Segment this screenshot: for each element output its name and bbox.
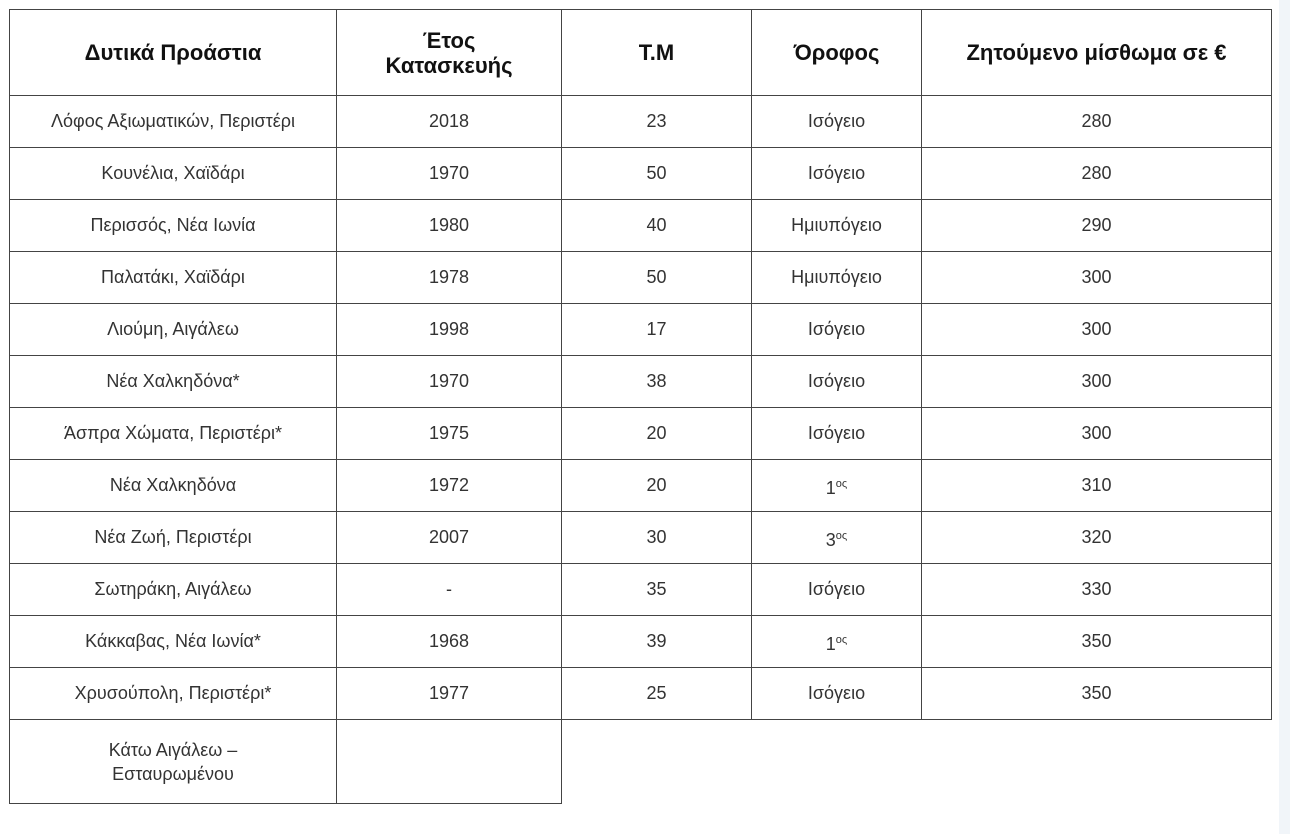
cell-floor: Ισόγειο (752, 96, 922, 148)
cell-area: Λόφος Αξιωματικών, Περιστέρι (10, 96, 337, 148)
right-edge-panel (1279, 0, 1290, 834)
cell-area: Κουνέλια, Χαϊδάρι (10, 148, 337, 200)
table-row (10, 460, 1272, 512)
cell-sqm: 30 (562, 512, 752, 564)
cell-rent: 300 (922, 252, 1272, 304)
cell-year: 2018 (337, 96, 562, 148)
cell-rent: 300 (922, 304, 1272, 356)
cell-floor: Ισόγειο (752, 148, 922, 200)
cell-year: 1977 (337, 668, 562, 720)
cell-year-empty (337, 720, 562, 804)
cell-year: 1980 (337, 200, 562, 252)
cell-sqm: 50 (562, 252, 752, 304)
rental-listings-table (9, 9, 1272, 804)
floor-ordinal-suffix: ος (835, 530, 848, 542)
cell-rent: 300 (922, 356, 1272, 408)
cell-year: 1972 (337, 460, 562, 512)
cell-floor (752, 512, 922, 564)
cell-sqm: 23 (562, 96, 752, 148)
cell-sqm: 35 (562, 564, 752, 616)
table-row (10, 200, 1272, 252)
cell-sqm: 20 (562, 460, 752, 512)
cell-blank (752, 720, 922, 804)
floor-number: 3 (825, 530, 836, 550)
cell-area (10, 720, 337, 804)
header-rent: Ζητούμενο μίσθωμα σε € (922, 10, 1272, 96)
cell-sqm: 39 (562, 616, 752, 668)
cell-sqm: 20 (562, 408, 752, 460)
cell-area: Περισσός, Νέα Ιωνία (10, 200, 337, 252)
table-row (10, 252, 1272, 304)
cell-year: 1998 (337, 304, 562, 356)
table-row (10, 564, 1272, 616)
cell-floor (752, 460, 922, 512)
cell-rent: 280 (922, 148, 1272, 200)
cell-sqm: 40 (562, 200, 752, 252)
table-row (10, 96, 1272, 148)
cell-floor: Ισόγειο (752, 564, 922, 616)
cell-area: Νέα Χαλκηδόνα (10, 460, 337, 512)
cell-area: Άσπρα Χώματα, Περιστέρι* (10, 408, 337, 460)
cell-year: - (337, 564, 562, 616)
cell-area: Νέα Ζωή, Περιστέρι (10, 512, 337, 564)
cell-floor: Ισόγειο (752, 408, 922, 460)
cell-floor: Ισόγειο (752, 356, 922, 408)
cell-sqm: 38 (562, 356, 752, 408)
cell-rent: 290 (922, 200, 1272, 252)
cell-area: Χρυσούπολη, Περιστέρι* (10, 668, 337, 720)
cell-area: Σωτηράκη, Αιγάλεω (10, 564, 337, 616)
cell-area: Παλατάκι, Χαϊδάρι (10, 252, 337, 304)
cell-blank (562, 720, 752, 804)
cell-floor (752, 616, 922, 668)
floor-ordinal-suffix: ος (835, 634, 848, 646)
cell-area: Νέα Χαλκηδόνα* (10, 356, 337, 408)
cell-sqm: 17 (562, 304, 752, 356)
cell-floor: Ισόγειο (752, 304, 922, 356)
cell-year: 2007 (337, 512, 562, 564)
floor-ordinal-suffix: ος (835, 478, 848, 490)
table-row (10, 668, 1272, 720)
cell-area-text: Κάτω Αιγάλεω – Εσταυρωμένου (108, 739, 238, 784)
header-area: Δυτικά Προάστια (10, 10, 337, 96)
header-floor: Όροφος (752, 10, 922, 96)
cell-rent: 310 (922, 460, 1272, 512)
table-row (10, 512, 1272, 564)
floor-number: 1 (825, 478, 836, 498)
table-row (10, 148, 1272, 200)
table-row (10, 356, 1272, 408)
cell-floor: Ημιυπόγειο (752, 252, 922, 304)
cell-floor: Ισόγειο (752, 668, 922, 720)
header-sqm: Τ.Μ (562, 10, 752, 96)
cell-year: 1975 (337, 408, 562, 460)
cell-rent: 330 (922, 564, 1272, 616)
cell-rent: 350 (922, 616, 1272, 668)
cell-sqm: 50 (562, 148, 752, 200)
cell-year: 1968 (337, 616, 562, 668)
cell-sqm: 25 (562, 668, 752, 720)
table-row (10, 616, 1272, 668)
table-header-row (10, 10, 1272, 96)
table-row (10, 304, 1272, 356)
table-row (10, 408, 1272, 460)
cell-area: Κάκκαβας, Νέα Ιωνία* (10, 616, 337, 668)
cell-rent: 350 (922, 668, 1272, 720)
cell-rent: 300 (922, 408, 1272, 460)
header-year-label: Έτος Κατασκευής (385, 27, 513, 78)
cell-year: 1970 (337, 148, 562, 200)
table-row-partial (10, 720, 1272, 804)
cell-year: 1978 (337, 252, 562, 304)
cell-rent: 320 (922, 512, 1272, 564)
table-body (10, 96, 1272, 804)
cell-floor: Ημιυπόγειο (752, 200, 922, 252)
cell-rent: 280 (922, 96, 1272, 148)
header-year (337, 10, 562, 96)
cell-area: Λιούμη, Αιγάλεω (10, 304, 337, 356)
floor-number: 1 (825, 634, 836, 654)
cell-year: 1970 (337, 356, 562, 408)
cell-blank (922, 720, 1272, 804)
